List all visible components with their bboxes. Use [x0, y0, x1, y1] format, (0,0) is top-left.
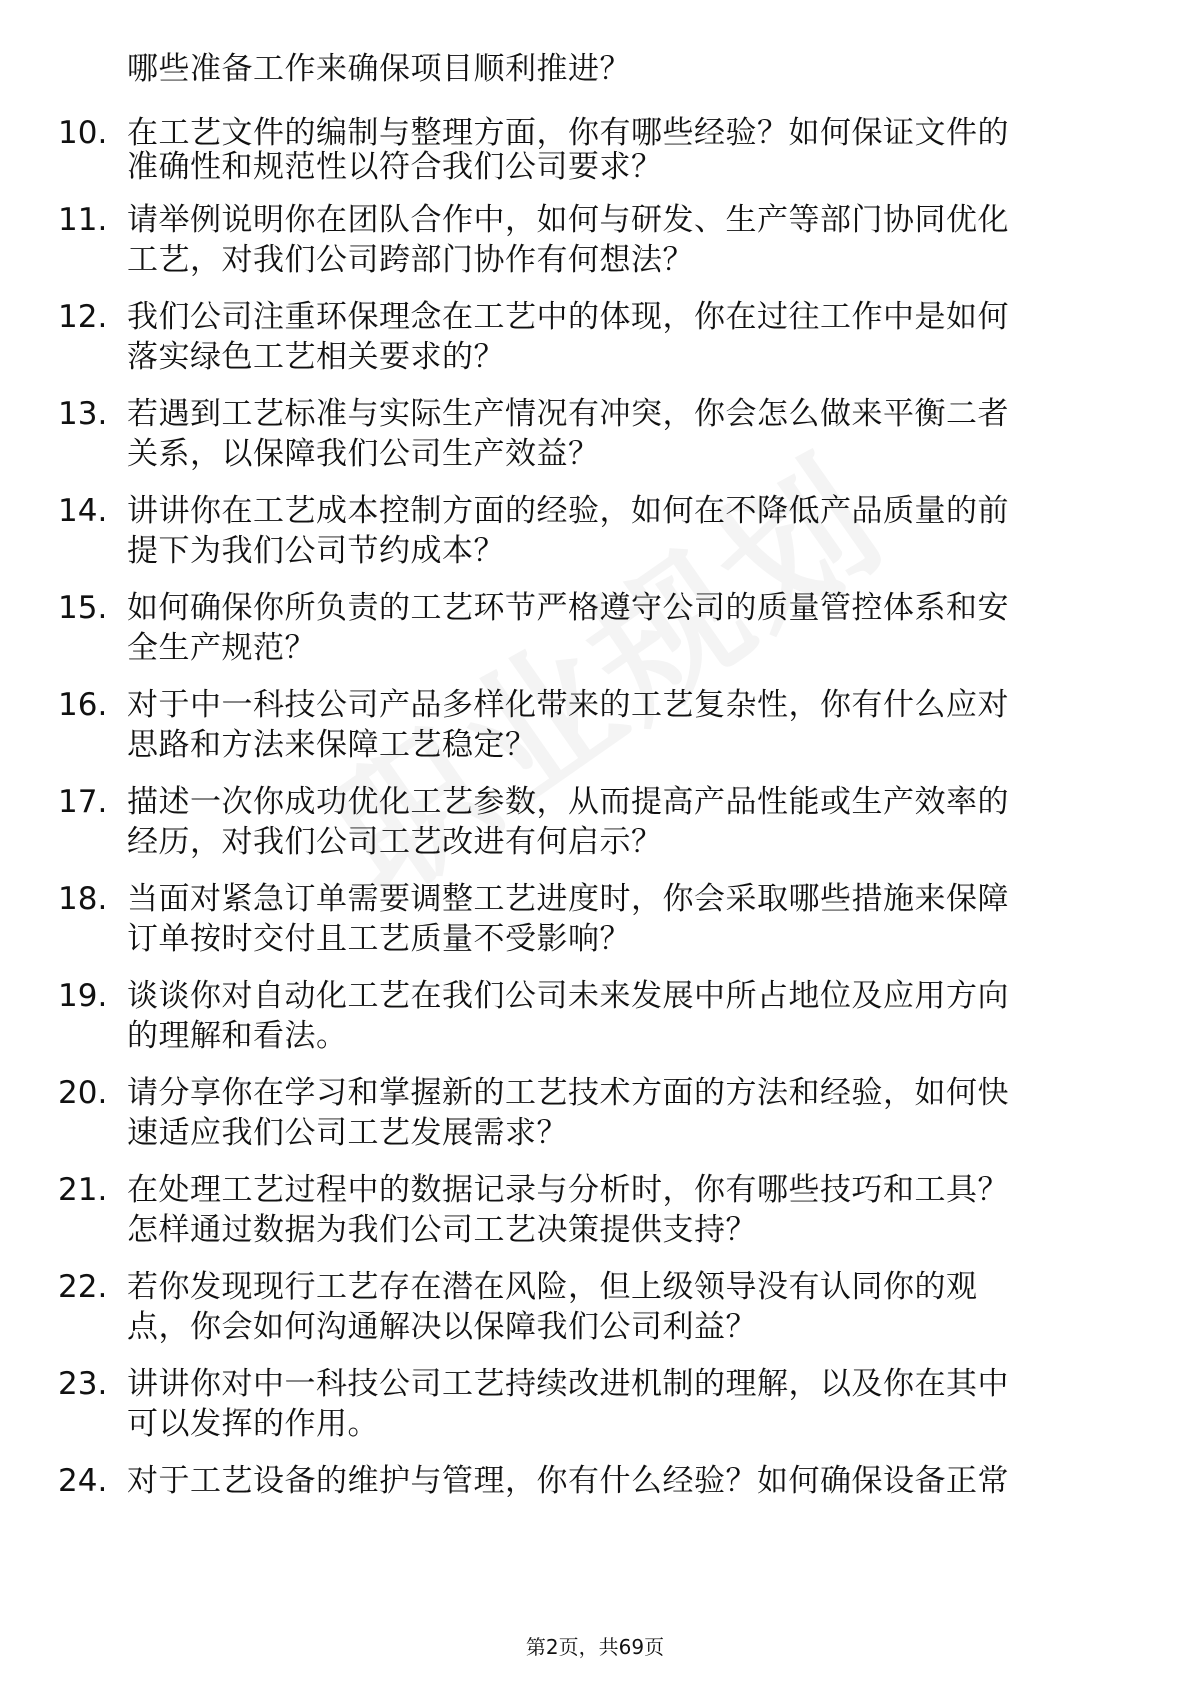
question-text-line: 若你发现现行工艺存在潜在风险，但上级领导没有认同你的观: [127, 1269, 978, 1305]
question-text-line: 落实绿色工艺相关要求的？: [127, 339, 505, 375]
continuation-text: 哪些准备工作来确保项目顺利推进？: [127, 51, 631, 87]
question-text-line: 在工艺文件的编制与整理方面，你有哪些经验？如何保证文件的: [127, 115, 1009, 151]
question-number: 11.: [58, 202, 108, 238]
question-text-line: 对于中一科技公司产品多样化带来的工艺复杂性，你有什么应对: [127, 687, 1009, 723]
question-text-line: 的理解和看法。: [127, 1018, 348, 1054]
question-text-line: 讲讲你对中一科技公司工艺持续改进机制的理解，以及你在其中: [127, 1366, 1009, 1402]
question-number: 19.: [58, 978, 108, 1014]
question-text-line: 如何确保你所负责的工艺环节严格遵守公司的质量管控体系和安: [127, 590, 1009, 626]
question-number: 13.: [58, 396, 108, 432]
question-text-line: 点，你会如何沟通解决以保障我们公司利益？: [127, 1309, 757, 1345]
question-number: 16.: [58, 687, 108, 723]
question-number: 24.: [58, 1463, 108, 1499]
question-text-line: 在处理工艺过程中的数据记录与分析时，你有哪些技巧和工具？: [127, 1172, 1009, 1208]
question-number: 15.: [58, 590, 108, 626]
question-text-line: 讲讲你在工艺成本控制方面的经验，如何在不降低产品质量的前: [127, 493, 1009, 529]
question-text-line: 全生产规范？: [127, 630, 316, 666]
question-text-line: 准确性和规范性以符合我们公司要求？: [127, 149, 663, 185]
question-text-line: 我们公司注重环保理念在工艺中的体现，你在过往工作中是如何: [127, 299, 1009, 335]
question-text-line: 提下为我们公司节约成本？: [127, 533, 505, 569]
question-text-line: 关系，以保障我们公司生产效益？: [127, 436, 600, 472]
question-text-line: 描述一次你成功优化工艺参数，从而提高产品性能或生产效率的: [127, 784, 1009, 820]
question-number: 20.: [58, 1075, 108, 1111]
question-number: 21.: [58, 1172, 108, 1208]
page-footer: 第2页，共69页: [525, 1635, 665, 1659]
question-number: 17.: [58, 784, 108, 820]
question-number: 14.: [58, 493, 108, 529]
question-text-line: 当面对紧急订单需要调整工艺进度时，你会采取哪些措施来保障: [127, 881, 1009, 917]
question-text-line: 怎样通过数据为我们公司工艺决策提供支持？: [127, 1212, 757, 1248]
question-number: 12.: [58, 299, 108, 335]
question-text-line: 谈谈你对自动化工艺在我们公司未来发展中所占地位及应用方向: [127, 978, 1009, 1014]
question-text-line: 工艺，对我们公司跨部门协作有何想法？: [127, 242, 694, 278]
question-text-line: 订单按时交付且工艺质量不受影响？: [127, 921, 631, 957]
question-text-line: 可以发挥的作用。: [127, 1406, 379, 1442]
question-text-line: 速适应我们公司工艺发展需求？: [127, 1115, 568, 1151]
question-text-line: 对于工艺设备的维护与管理，你有什么经验？如何确保设备正常: [127, 1463, 1009, 1499]
question-text-line: 请分享你在学习和掌握新的工艺技术方面的方法和经验，如何快: [127, 1075, 1009, 1111]
question-number: 23.: [58, 1366, 108, 1402]
question-text-line: 若遇到工艺标准与实际生产情况有冲突，你会怎么做来平衡二者: [127, 396, 1009, 432]
question-text-line: 请举例说明你在团队合作中，如何与研发、生产等部门协同优化: [127, 202, 1009, 238]
question-number: 22.: [58, 1269, 108, 1305]
question-number: 18.: [58, 881, 108, 917]
question-number: 10.: [58, 115, 108, 151]
question-text-line: 思路和方法来保障工艺稳定？: [127, 727, 537, 763]
question-text-line: 经历，对我们公司工艺改进有何启示？: [127, 824, 663, 860]
